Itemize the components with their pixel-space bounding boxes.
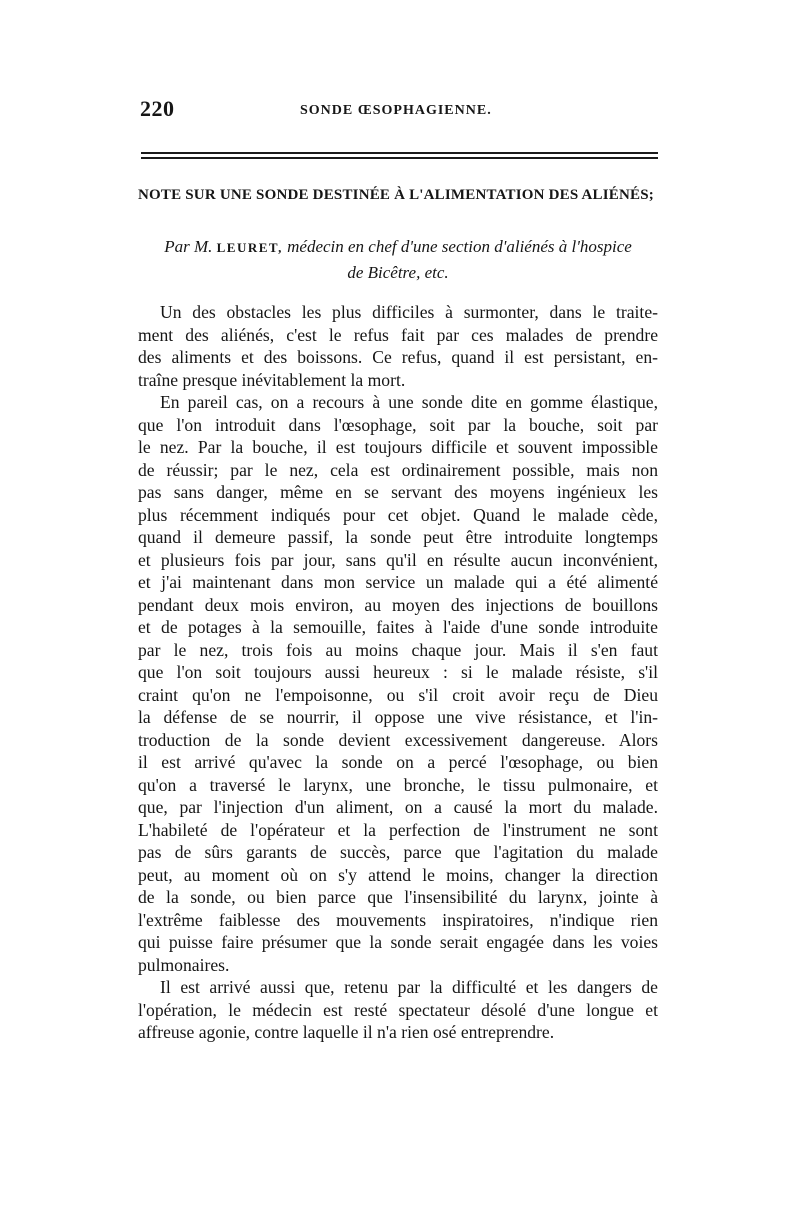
text-line: par le nez, trois fois au moins chaque jour. Mais il s'en faut: [138, 639, 658, 660]
text-line: traîne presque inévitablement la mort.: [138, 369, 406, 390]
text-line: de réussir; par le nez, cela est ordinairement possible, mais non: [138, 459, 658, 480]
text-line: l'opération, le médecin est resté spectateur désolé d'une longue et: [138, 999, 658, 1020]
text-line: quand il demeure passif, la sonde peut être introduite longtemps: [138, 527, 658, 547]
text-line: l'extrême faiblesse des mouvements inspiratoires, n'indique rien: [138, 909, 658, 930]
byline-affiliation: médecin en chef d'une section d'aliénés à l'hospice: [287, 237, 632, 256]
paragraph-2: [138, 391, 658, 976]
text-line: troduction de la sonde devient excessivement dangereuse. Alors: [138, 729, 658, 750]
text-line: que, par l'injection d'un aliment, on a causé la mort du malade.: [138, 797, 658, 817]
text-line: craint qu'on ne l'empoisonne, ou s'il croit avoir reçu de Dieu: [138, 684, 658, 705]
text-line: et j'ai maintenant dans mon service un malade qui a été alimenté: [138, 572, 658, 592]
text-line: de la sonde, ou bien parce que l'insensibilité du larynx, jointe à: [138, 887, 658, 907]
text-line: En pareil cas, on a recours à une sonde dite en gomme élastique,: [160, 392, 658, 412]
running-head: SONDE ŒSOPHAGIENNE.: [300, 103, 492, 118]
text-line: et plusieurs fois par jour, sans qu'il en résulte aucun inconvénient,: [138, 549, 658, 570]
text-line: il est arrivé qu'avec la sonde on a percé l'œsophage, ou bien: [138, 752, 658, 772]
text-line: que l'on soit toujours aussi heureux : si le malade résiste, s'il: [138, 662, 658, 682]
text-line: qui puisse faire présumer que la sonde serait engagée dans les voies: [138, 932, 658, 952]
text-line: le nez. Par la bouche, il est toujours difficile et souvent impossible: [138, 437, 658, 457]
header-rule-bottom: [141, 157, 658, 159]
byline-prefix: Par M.: [164, 237, 213, 256]
paragraph-1: [138, 301, 658, 391]
text-line: la défense de se nourrir, il oppose une vive résistance, et l'in-: [138, 707, 658, 727]
text-line: et de potages à la semouille, faites à l'aide d'une sonde introduite: [138, 617, 658, 637]
text-line: peut, au moment où on s'y attend le moins, changer la direction: [138, 864, 658, 885]
text-line: pendant deux mois environ, au moyen des injections de bouillons: [138, 594, 658, 615]
header-rule-top: [141, 152, 658, 154]
text-line: L'habileté de l'opérateur et la perfection de l'instrument ne sont: [138, 819, 658, 840]
byline-author: LEURET,: [216, 240, 283, 255]
byline-line-2: de Bicêtre, etc.: [347, 263, 449, 282]
text-line: des aliments et des boissons. Ce refus, quand il est persistant, en-: [138, 347, 658, 367]
article-body: [138, 301, 658, 1044]
byline: [138, 234, 658, 285]
paragraph-3: [138, 976, 658, 1044]
text-line: Un des obstacles les plus difficiles à surmonter, dans le traite-: [160, 302, 658, 322]
text-line: pulmonaires.: [138, 954, 230, 975]
text-line: ment des aliénés, c'est le refus fait par ces malades de prendre: [138, 324, 658, 345]
text-line: que l'on introduit dans l'œsophage, soit par la bouche, soit par: [138, 414, 658, 435]
text-line: pas sans danger, même en se servant des moyens ingénieux les: [138, 482, 658, 502]
text-line: pas de sûrs garants de succès, parce que l'agitation du malade: [138, 842, 658, 862]
text-line: plus récemment indiqués pour cet objet. Quand le malade cède,: [138, 504, 658, 525]
text-line: affreuse agonie, contre laquelle il n'a rien osé entreprendre.: [138, 1022, 555, 1042]
article-title: NOTE SUR UNE SONDE DESTINÉE À L'ALIMENTATION DES ALIÉNÉS;: [138, 187, 654, 203]
byline-line-1: [138, 234, 658, 260]
text-line: Il est arrivé aussi que, retenu par la difficulté et les dangers de: [160, 977, 658, 997]
page-number: 220: [140, 96, 175, 121]
text-line: qu'on a traversé le larynx, une bronche, le tissu pulmonaire, et: [138, 774, 658, 795]
